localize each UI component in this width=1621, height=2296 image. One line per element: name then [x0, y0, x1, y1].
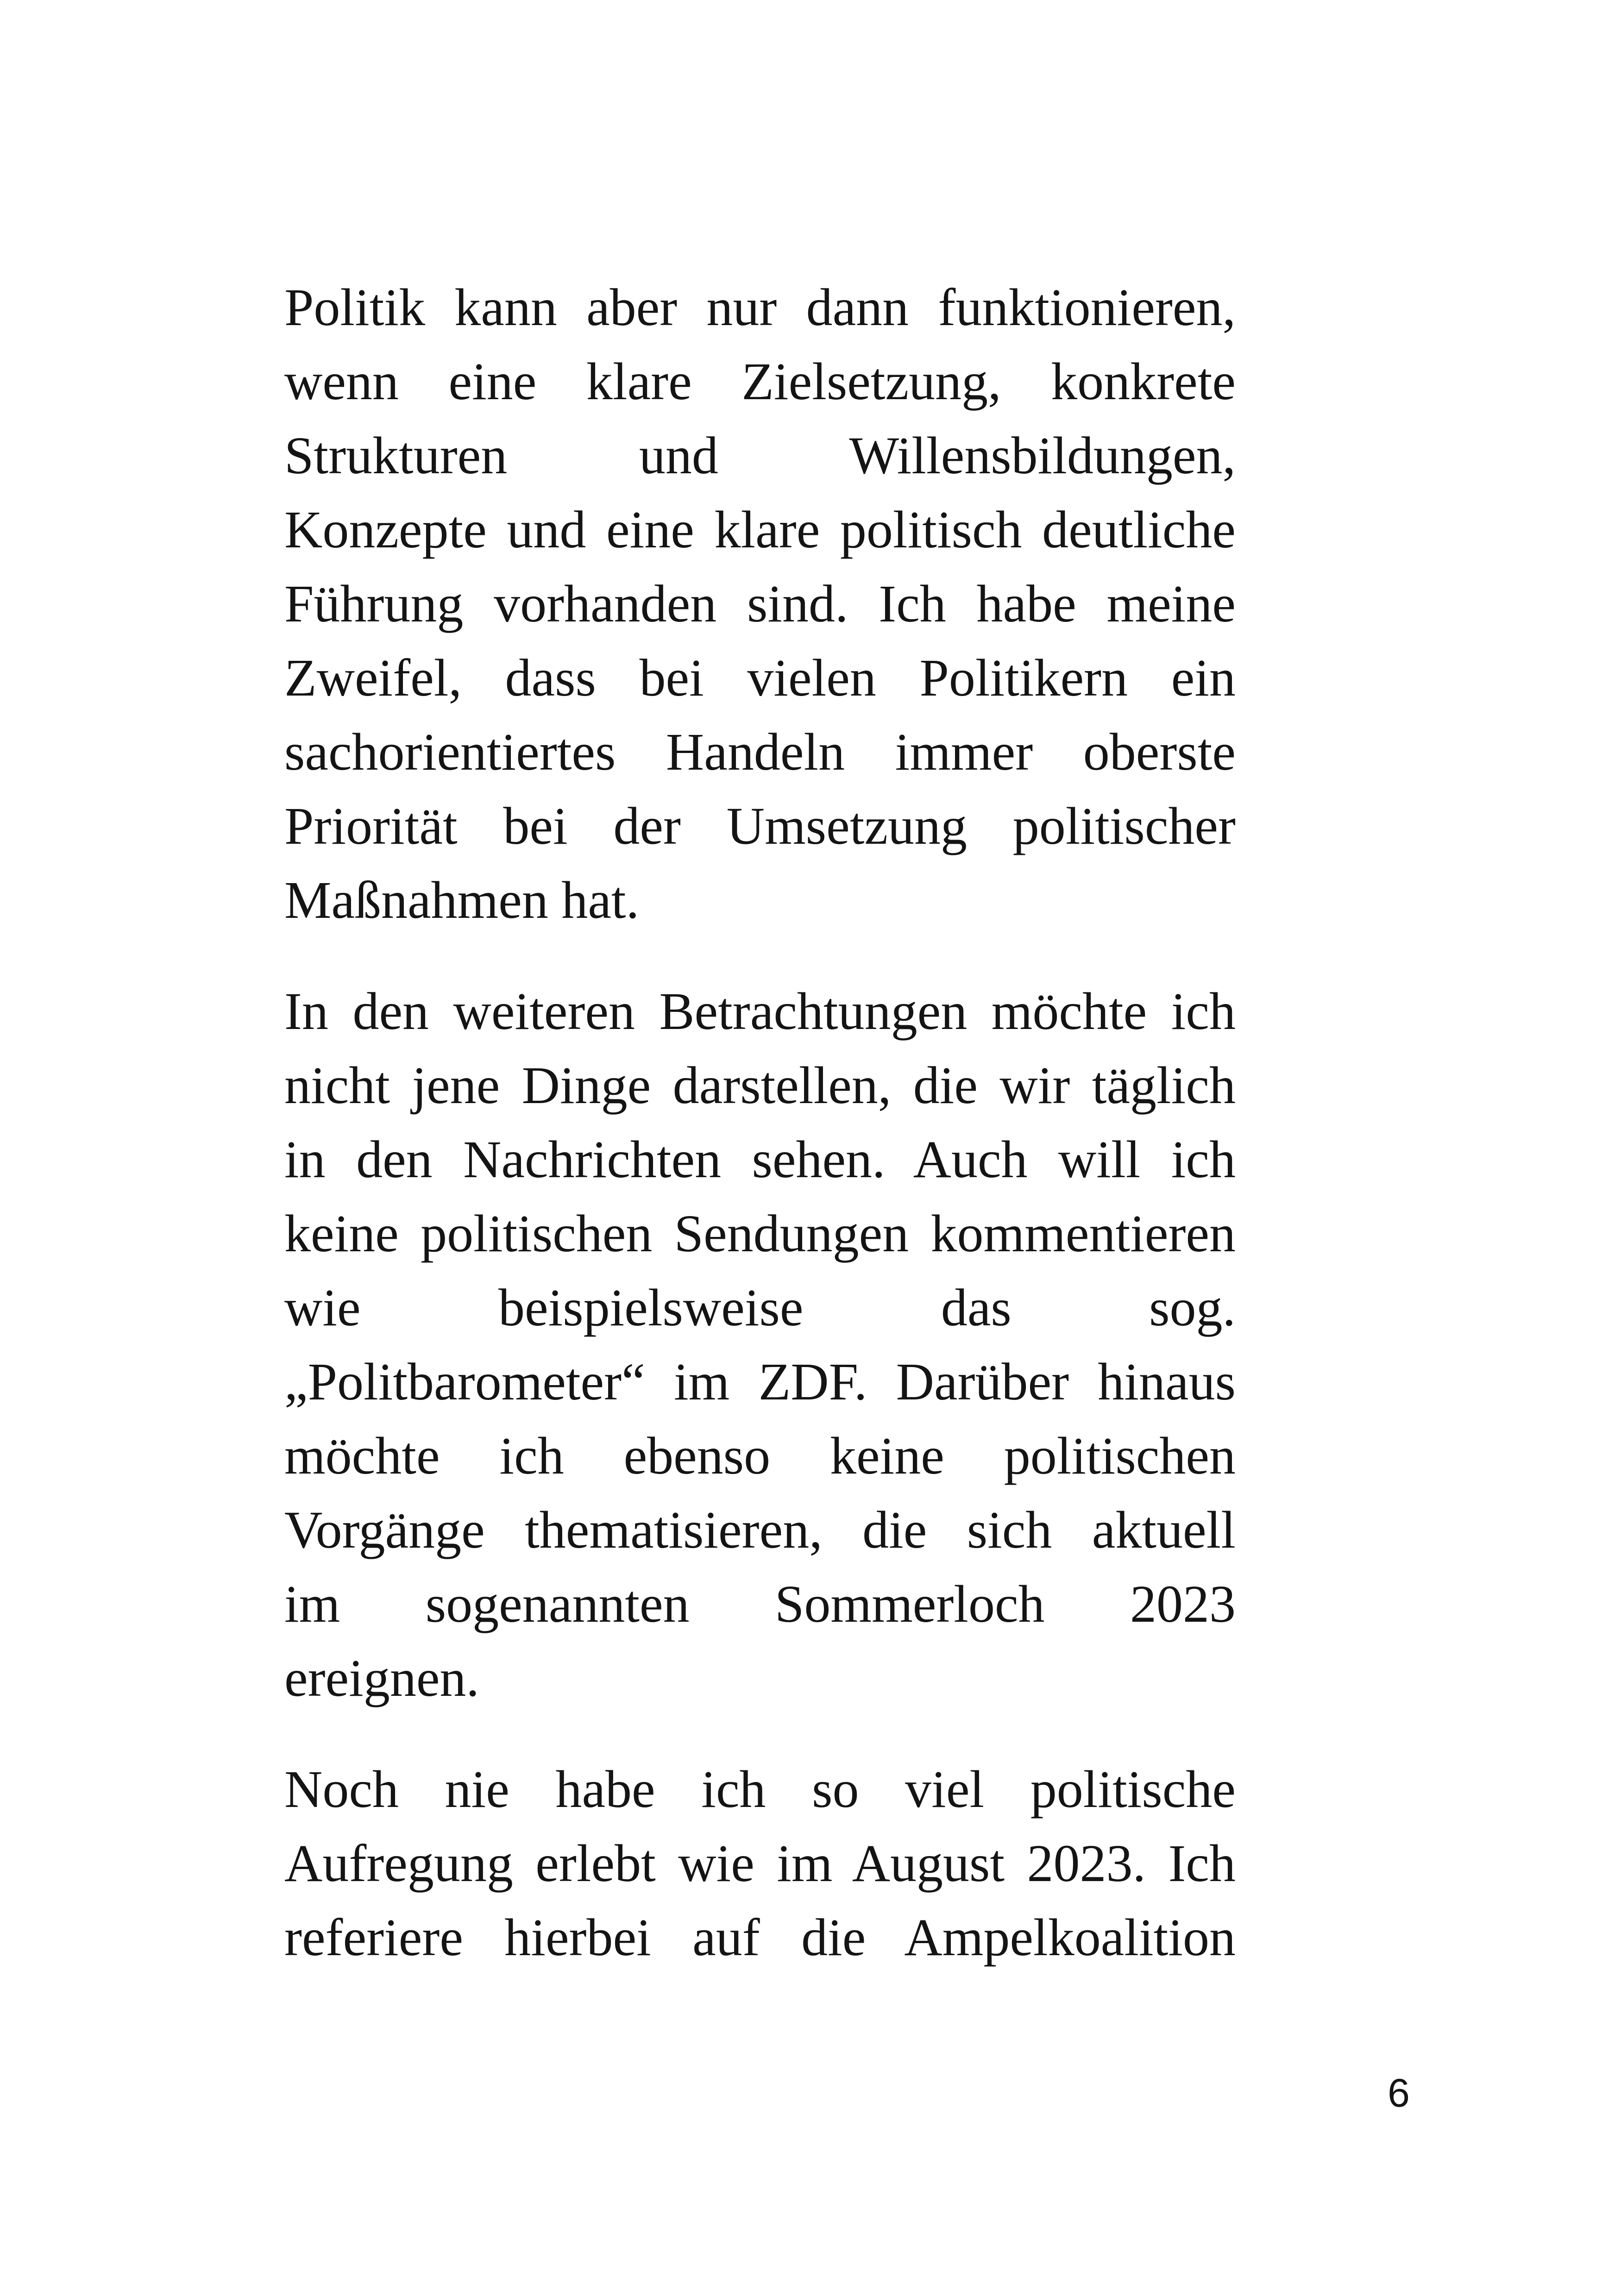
text-line: referiere hierbei auf die Ampelkoalition [284, 1908, 1236, 1967]
text-line: Führung vorhanden sind. Ich habe meine [284, 574, 1236, 633]
text-line: möchte ich ebenso keine politischen [284, 1426, 1236, 1485]
text-line: In den weiteren Betrachtungen möchte ich [284, 982, 1236, 1041]
text-line: keine politischen Sendungen kommentieren [284, 1204, 1236, 1263]
paragraph-2 [284, 974, 1236, 1715]
text-line: Maßnahmen hat. [284, 871, 640, 929]
text-line: ereignen. [284, 1649, 479, 1707]
text-line: Zweifel, dass bei vielen Politikern ein [284, 648, 1236, 707]
text-line: Noch nie habe ich so viel politische [284, 1760, 1236, 1819]
text-line: Aufregung erlebt wie im August 2023. Ich [284, 1834, 1236, 1893]
text-line: „Politbarometer“ im ZDF. Darüber hinaus [284, 1352, 1236, 1411]
text-line: Konzepte und eine klare politisch deutliche [284, 500, 1236, 559]
text-line: sachorientiertes Handeln immer oberste [284, 722, 1236, 781]
text-line: Politik kann aber nur dann funktionieren, [284, 278, 1236, 337]
text-line: Vorgänge thematisieren, die sich aktuell [284, 1500, 1236, 1559]
text-line: Priorität bei der Umsetzung politischer [284, 797, 1236, 855]
page-number: 6 [1388, 2071, 1410, 2115]
text-line: wie beispielsweise das sog. [284, 1278, 1236, 1337]
text-line: Strukturen und Willensbildungen, [284, 426, 1236, 485]
text-line: im sogenannten Sommerloch 2023 [284, 1575, 1236, 1633]
text-line: nicht jene Dinge darstellen, die wir täglich [284, 1056, 1236, 1115]
text-line: in den Nachrichten sehen. Auch will ich [284, 1130, 1236, 1189]
text-line: wenn eine klare Zielsetzung, konkrete [284, 352, 1236, 411]
paragraph-1 [284, 270, 1236, 937]
paragraph-3 [284, 1752, 1236, 1975]
